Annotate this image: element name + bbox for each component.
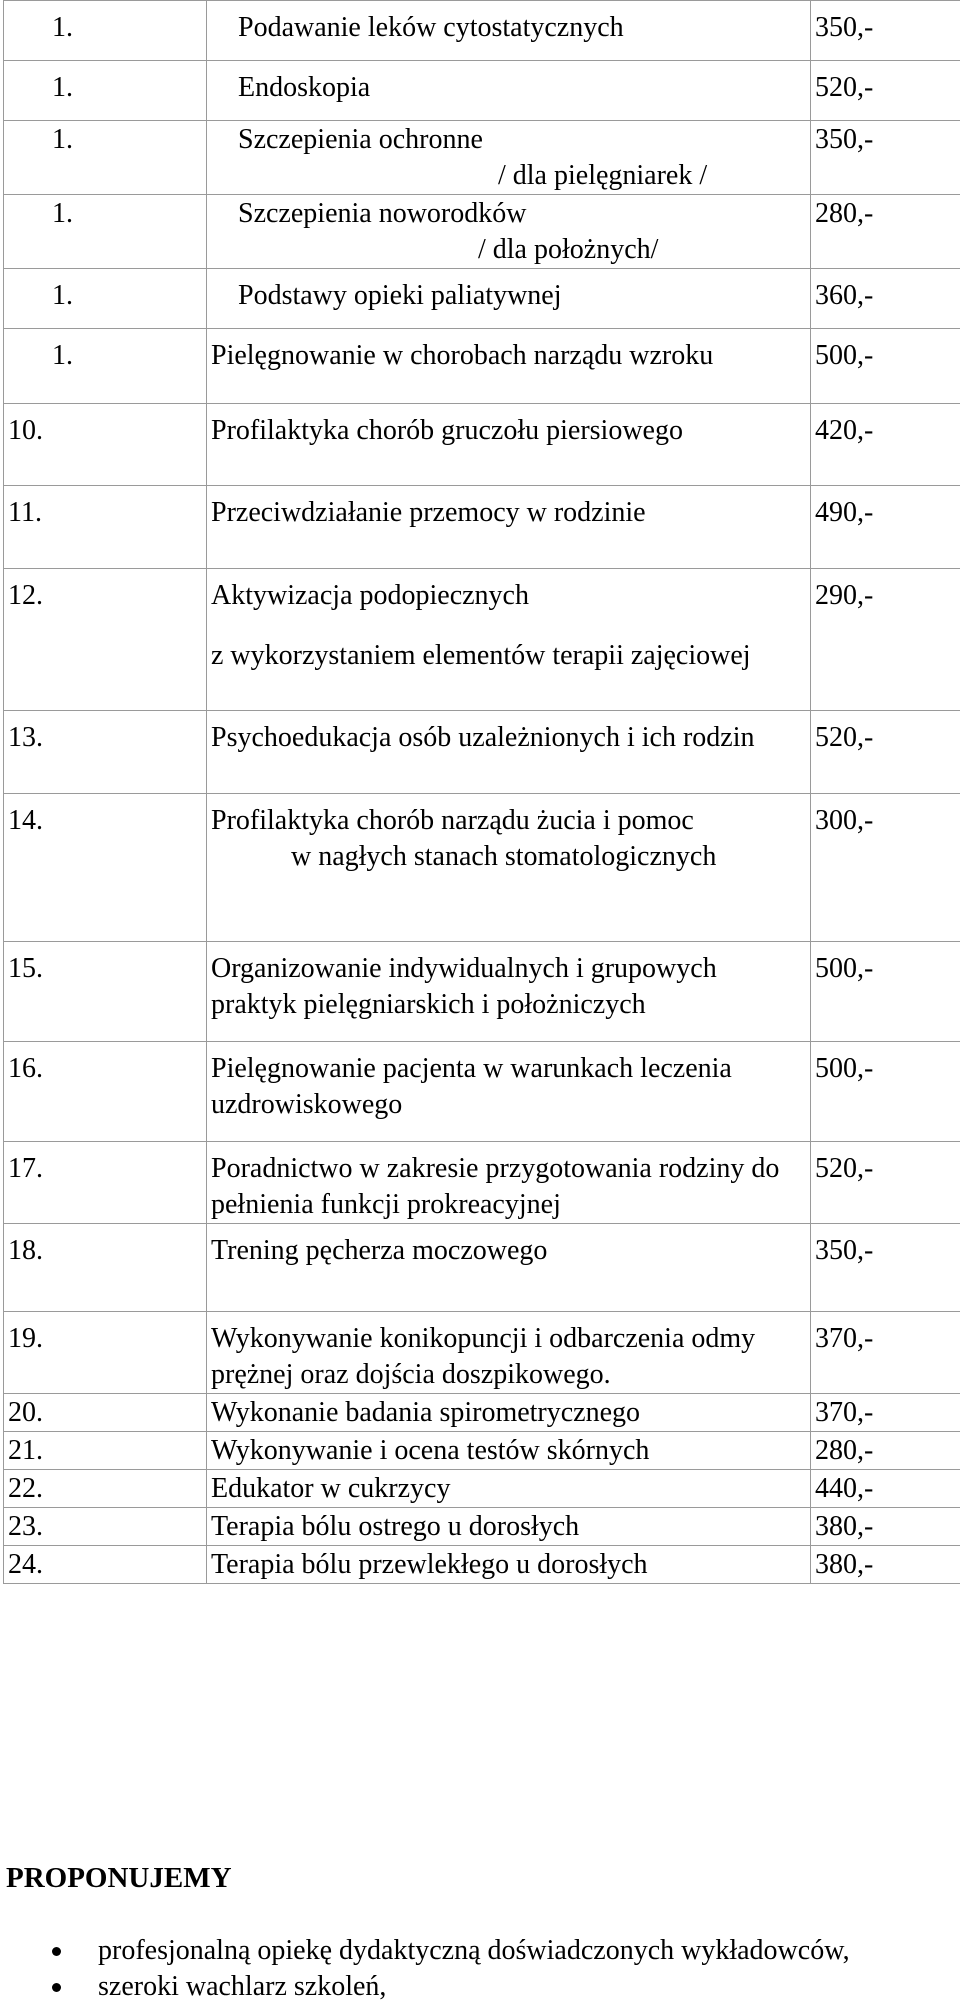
course-subtitle: / dla pielęgniarek / — [498, 160, 708, 191]
course-price: 370,- — [811, 1394, 960, 1432]
table-row — [4, 1042, 960, 1142]
table-row — [4, 121, 960, 195]
table-row — [4, 942, 960, 1042]
course-name: Endoskopia — [238, 72, 371, 103]
course-name-cell — [207, 711, 811, 794]
course-name: Szczepienia ochronne — [238, 124, 483, 155]
row-number: 1. — [4, 1, 207, 61]
course-price: 500,- — [811, 1042, 960, 1142]
course-price: 520,- — [811, 1142, 960, 1224]
course-name-cell — [207, 794, 811, 942]
course-name-cell — [207, 942, 811, 1042]
course-subtitle: / dla położnych/ — [478, 234, 659, 265]
row-number: 10. — [4, 404, 207, 486]
course-name-cell — [207, 1042, 811, 1142]
list-item — [98, 1933, 850, 1969]
course-name: Wykonywanie konikopuncji i odbarczenia odmy prężnej oraz dojścia doszpikowego. — [211, 1323, 756, 1390]
row-number: 15. — [4, 942, 207, 1042]
table-row — [4, 269, 960, 329]
course-price: 490,- — [811, 486, 960, 569]
table-row — [4, 404, 960, 486]
list-item-text: profesjonalną opiekę dydaktyczną doświadczonych wykładowców, — [98, 1935, 850, 1966]
course-price: 420,- — [811, 404, 960, 486]
course-name-cell — [207, 195, 811, 269]
course-price: 380,- — [811, 1546, 960, 1584]
row-number: 17. — [4, 1142, 207, 1224]
row-number: 21. — [4, 1432, 207, 1470]
table-row — [4, 1546, 960, 1584]
course-name: Terapia bólu ostrego u dorosłych — [211, 1511, 580, 1542]
course-price: 380,- — [811, 1508, 960, 1546]
course-name-cell — [207, 121, 811, 195]
course-price: 350,- — [811, 121, 960, 195]
list-item-text: szeroki wachlarz szkoleń, — [98, 1971, 387, 2002]
table-row — [4, 1142, 960, 1224]
table-row — [4, 1508, 960, 1546]
course-name: Podstawy opieki paliatywnej — [238, 280, 562, 311]
course-name: Terapia bólu przewlekłego u dorosłych — [211, 1549, 648, 1580]
table-row — [4, 569, 960, 711]
row-number: 19. — [4, 1312, 207, 1394]
row-number: 22. — [4, 1470, 207, 1508]
table-row — [4, 1, 960, 61]
table-row — [4, 1312, 960, 1394]
course-name: Wykonanie badania spirometrycznego — [211, 1397, 641, 1428]
list-item — [98, 1969, 850, 2005]
bullet-icon — [52, 1983, 61, 1992]
table-row — [4, 1224, 960, 1312]
course-name: Psychoedukacja osób uzależnionych i ich rodzin — [211, 722, 755, 753]
course-name: Pielęgnowanie pacjenta w warunkach leczenia uzdrowiskowego — [211, 1053, 732, 1120]
course-subtitle: z wykorzystaniem elementów terapii zajęciowej — [211, 640, 751, 671]
course-name: Przeciwdziałanie przemocy w rodzinie — [211, 497, 646, 528]
row-number: 1. — [4, 195, 207, 269]
course-price-table — [3, 0, 960, 1584]
course-name: Edukator w cukrzycy — [211, 1473, 451, 1504]
course-name-cell — [207, 1546, 811, 1584]
course-name: Aktywizacja podopiecznych — [211, 580, 529, 611]
course-name: Szczepienia noworodków — [238, 198, 527, 229]
row-number: 16. — [4, 1042, 207, 1142]
table-row — [4, 1432, 960, 1470]
row-number: 12. — [4, 569, 207, 711]
row-number: 1. — [4, 61, 207, 121]
course-name: Wykonywanie i ocena testów skórnych — [211, 1435, 650, 1466]
table-row — [4, 711, 960, 794]
row-number: 1. — [4, 329, 207, 404]
course-price: 300,- — [811, 794, 960, 942]
course-name-cell — [207, 1142, 811, 1224]
course-price: 350,- — [811, 1224, 960, 1312]
course-name-cell — [207, 61, 811, 121]
offer-list — [0, 1933, 850, 2005]
course-price: 440,- — [811, 1470, 960, 1508]
course-name-cell — [207, 1312, 811, 1394]
course-name: Profilaktyka chorób gruczołu piersiowego — [211, 415, 683, 446]
row-number: 1. — [4, 269, 207, 329]
course-price: 370,- — [811, 1312, 960, 1394]
course-price: 520,- — [811, 711, 960, 794]
course-name-cell — [207, 329, 811, 404]
course-name-cell — [207, 1394, 811, 1432]
course-price: 290,- — [811, 569, 960, 711]
row-number: 14. — [4, 794, 207, 942]
course-name-cell — [207, 1224, 811, 1312]
row-number: 24. — [4, 1546, 207, 1584]
course-name: Trening pęcherza moczowego — [211, 1235, 548, 1266]
course-name: Poradnictwo w zakresie przygotowania rodziny do pełnienia funkcji prokreacyjnej — [211, 1153, 780, 1220]
course-price: 500,- — [811, 329, 960, 404]
row-number: 13. — [4, 711, 207, 794]
course-name-cell — [207, 1508, 811, 1546]
course-name-cell — [207, 1432, 811, 1470]
table-row — [4, 486, 960, 569]
row-number: 23. — [4, 1508, 207, 1546]
table-row — [4, 195, 960, 269]
course-subtitle: w nagłych stanach stomatologicznych — [291, 841, 717, 872]
course-name-cell — [207, 1470, 811, 1508]
bullet-icon — [52, 1947, 61, 1956]
course-price: 280,- — [811, 1432, 960, 1470]
course-name-cell — [207, 269, 811, 329]
course-name: Podawanie leków cytostatycznych — [238, 12, 624, 43]
course-price: 360,- — [811, 269, 960, 329]
course-name-cell — [207, 486, 811, 569]
course-price: 500,- — [811, 942, 960, 1042]
table-row — [4, 329, 960, 404]
table-row — [4, 1394, 960, 1432]
course-name-cell — [207, 1, 811, 61]
course-name: Profilaktyka chorób narządu żucia i pomoc — [211, 805, 694, 836]
table-row — [4, 794, 960, 942]
table-row — [4, 61, 960, 121]
row-number: 20. — [4, 1394, 207, 1432]
course-price: 350,- — [811, 1, 960, 61]
table-row — [4, 1470, 960, 1508]
course-name-cell — [207, 404, 811, 486]
course-price: 520,- — [811, 61, 960, 121]
row-number: 1. — [4, 121, 207, 195]
course-name-cell — [207, 569, 811, 711]
row-number: 11. — [4, 486, 207, 569]
row-number: 18. — [4, 1224, 207, 1312]
course-name: Organizowanie indywidualnych i grupowych praktyk pielęgniarskich i położniczych — [211, 953, 717, 1020]
course-price: 280,- — [811, 195, 960, 269]
section-heading: PROPONUJEMY — [6, 1862, 232, 1894]
course-name: Pielęgnowanie w chorobach narządu wzroku — [211, 340, 714, 371]
